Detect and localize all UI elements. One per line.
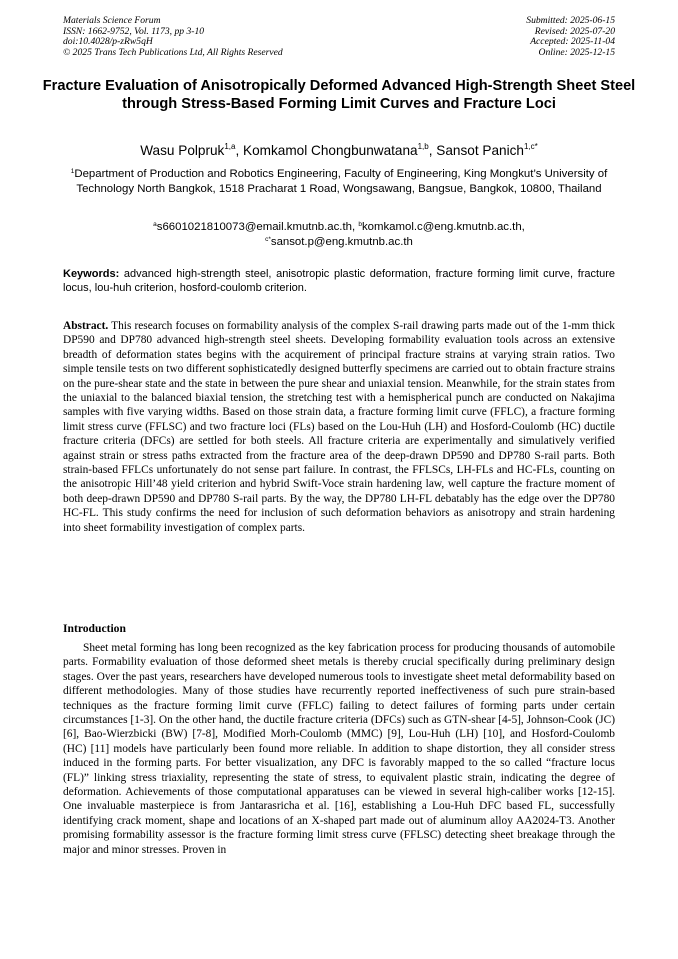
keywords-label: Keywords: [63, 268, 120, 280]
email-list: $^a$s6601021810073@email.kmutnb.ac.th, $^b$komkamol.c@eng.kmutnb.ac.th, $^{c*}$sansot.p@eng.kmutnb.ac.th [153, 221, 525, 248]
abstract-label: Abstract. [63, 320, 109, 332]
author-affiliation-mark: 1,c* [523, 142, 538, 151]
author-name: Wasu Polpruk [140, 143, 225, 158]
author-list: Wasu Polpruk$^{1,a}$, Komkamol Chongbunwatana$^{1,b}$, Sansot Panich$^{1,c*}$ [140, 142, 538, 158]
email-address[interactable]: komkamol.c@eng.kmutnb.ac.th [361, 221, 522, 233]
accepted-date: Accepted: 2025-11-04 [530, 36, 615, 48]
journal-issn: ISSN: 1662-9752, Vol. 1173, pp 3-10 [63, 25, 205, 37]
journal-copyright: © 2025 Trans Tech Publications Ltd, All Rights Reserved [63, 46, 283, 58]
email-address[interactable]: sansot.p@eng.kmutnb.ac.th [270, 235, 413, 248]
journal-name: Materials Science Forum [63, 15, 161, 26]
journal-doi[interactable]: doi:10.4028/p-zRw5qH [63, 36, 153, 48]
author-affiliation-mark: 1,b [417, 142, 429, 151]
revised-date: Revised: 2025-07-20 [534, 25, 615, 37]
online-date: Online: 2025-12-15 [538, 46, 615, 58]
article-dates [526, 16, 615, 58]
affiliation-mark: 1 [70, 168, 75, 175]
introduction-heading: Introduction [63, 622, 126, 635]
abstract-text: This research focuses on formability analysis of the complex S-rail drawing parts made out of the 1-mm thick DP590 and DP780 advanced high-strength steel sheets. Developing formability evaluation tools across an extensive breadth of deformation states begins with the acquirement of principal fracture strains at varying strain ratios. Two simple tensile tests on two different sophisticatedly designed butterfly specimens are carried out to obtain fracture strains on the pure-shear state and the state in between the pure shear and uniaxial tension. Meanwhile, for the strain states from the uniaxial to the balanced biaxial tension, the stretching test with a hemispherical punch are conducted on Nakajima samples with five varying widths. Based on those strain data, a fracture forming limit curve (FFLC), a fracture forming limit stress curve (FFLSC) and two fracture loci (FLs) based on the Lou-Huh (LH) and Hosford-Coulomb (HC) ductile fracture criteria (DFCs) are settled for both steels. All fracture criteria are experimentally and simulatively verified against strain or stress paths extracted from the fracture area of the deep-drawn DP590 and DP780 S-rail parts. Both strain-based FFLCs unfortunately do not sense part failure. In contrast, the FFLSCs, LH-FLs and HC-FLs, counting on the anisotropic Hill’48 yield criterion and hybrid Swift-Voce strain hardening law, well capture the fracture moment of both deep-drawn DP590 and DP780 S-rail parts. By the way, the DP780 LH-FL debatably has the edge over the DP780 HC-FL. This study confirms the need for inclusion of such deformation behaviors as anisotropy and strain hardening into sheet formability investigation of complex parts. [63, 320, 615, 534]
journal-info [63, 16, 283, 58]
paper-title: Fracture Evaluation of Anisotropically Deformed Advanced High-Strength Sheet Steel through Stress-Based Forming Limit Curves and Fracture Loci [42, 78, 636, 112]
submitted-date: Submitted: 2025-06-15 [526, 15, 615, 26]
author-name: Sansot Panich [436, 143, 524, 158]
author-name: Komkamol Chongbunwatana [243, 143, 418, 158]
introduction-text: Sheet metal forming has long been recognized as the key fabrication process for producing thousands of automobile parts. Formability evaluation of those deformed sheet metals is thereby crucial specifically during preliminary design stages. Over the past years, researchers have developed numerous tools to investigate sheet metal deformability based on different methodologies. Many of those studies have recurrently reported ineffectiveness of such pure strain-based techniques as the fracture forming limit curve (FFLC) failing to detect failures of forming parts under certain circumstances [1-3]. On the other hand, the ductile fracture criteria (DFCs) such as GTN-shear [4-5], Johnson-Cook (JC) [6], Bao-Wierzbicki (BW) [7-8], Modified Morh-Coulomb (MMC) [9], Lou-Huh (LH) [10], and Hosford-Coulomb (HC) [11] models have particularly been found more reliable. In addition to shape distortion, they all consider stress induced in the forming parts. For better visualization, any DFC is favorably mapped to the so called “fracture locus (FL)” linking stress triaxiality, representing the state of stress, to equivalent plastic strain, indicating the degree of deformation. Achievements of those computational apparatuses can be viewed in several high-caliber works [12-15]. One invaluable masterpiece is from Jantarasricha et al. [16], establishing a Lou-Huh DFC based FL, successfully identifying crack moment, shape and locations of an X-shaped part made out of aluminum alloy AA2024-T3. Another promising formability assessor is the fracture forming limit stress curve (FFLSC) detecting sheet breakage through the major and minor stresses. Proven in [63, 642, 615, 856]
author-affiliation-mark: 1,a [224, 142, 236, 151]
abstract [63, 319, 615, 535]
affiliation [70, 167, 608, 196]
keywords [63, 267, 615, 296]
affiliation-text: Department of Production and Robotics Engineering, Faculty of Engineering, King Mongkut’s University of Technology North Bangkok, 1518 Pracharat 1 Road, Wongsawang, Bangsue, Bangkok, 10800, Thailand [74, 168, 608, 195]
email-address[interactable]: s6601021810073@email.kmutnb.ac.th [156, 221, 352, 233]
keywords-text: advanced high-strength steel, anisotropic plastic deformation, fracture forming limit curve, fracture locus, lou-huh criterion, hosford-coulomb criterion. [63, 268, 615, 295]
